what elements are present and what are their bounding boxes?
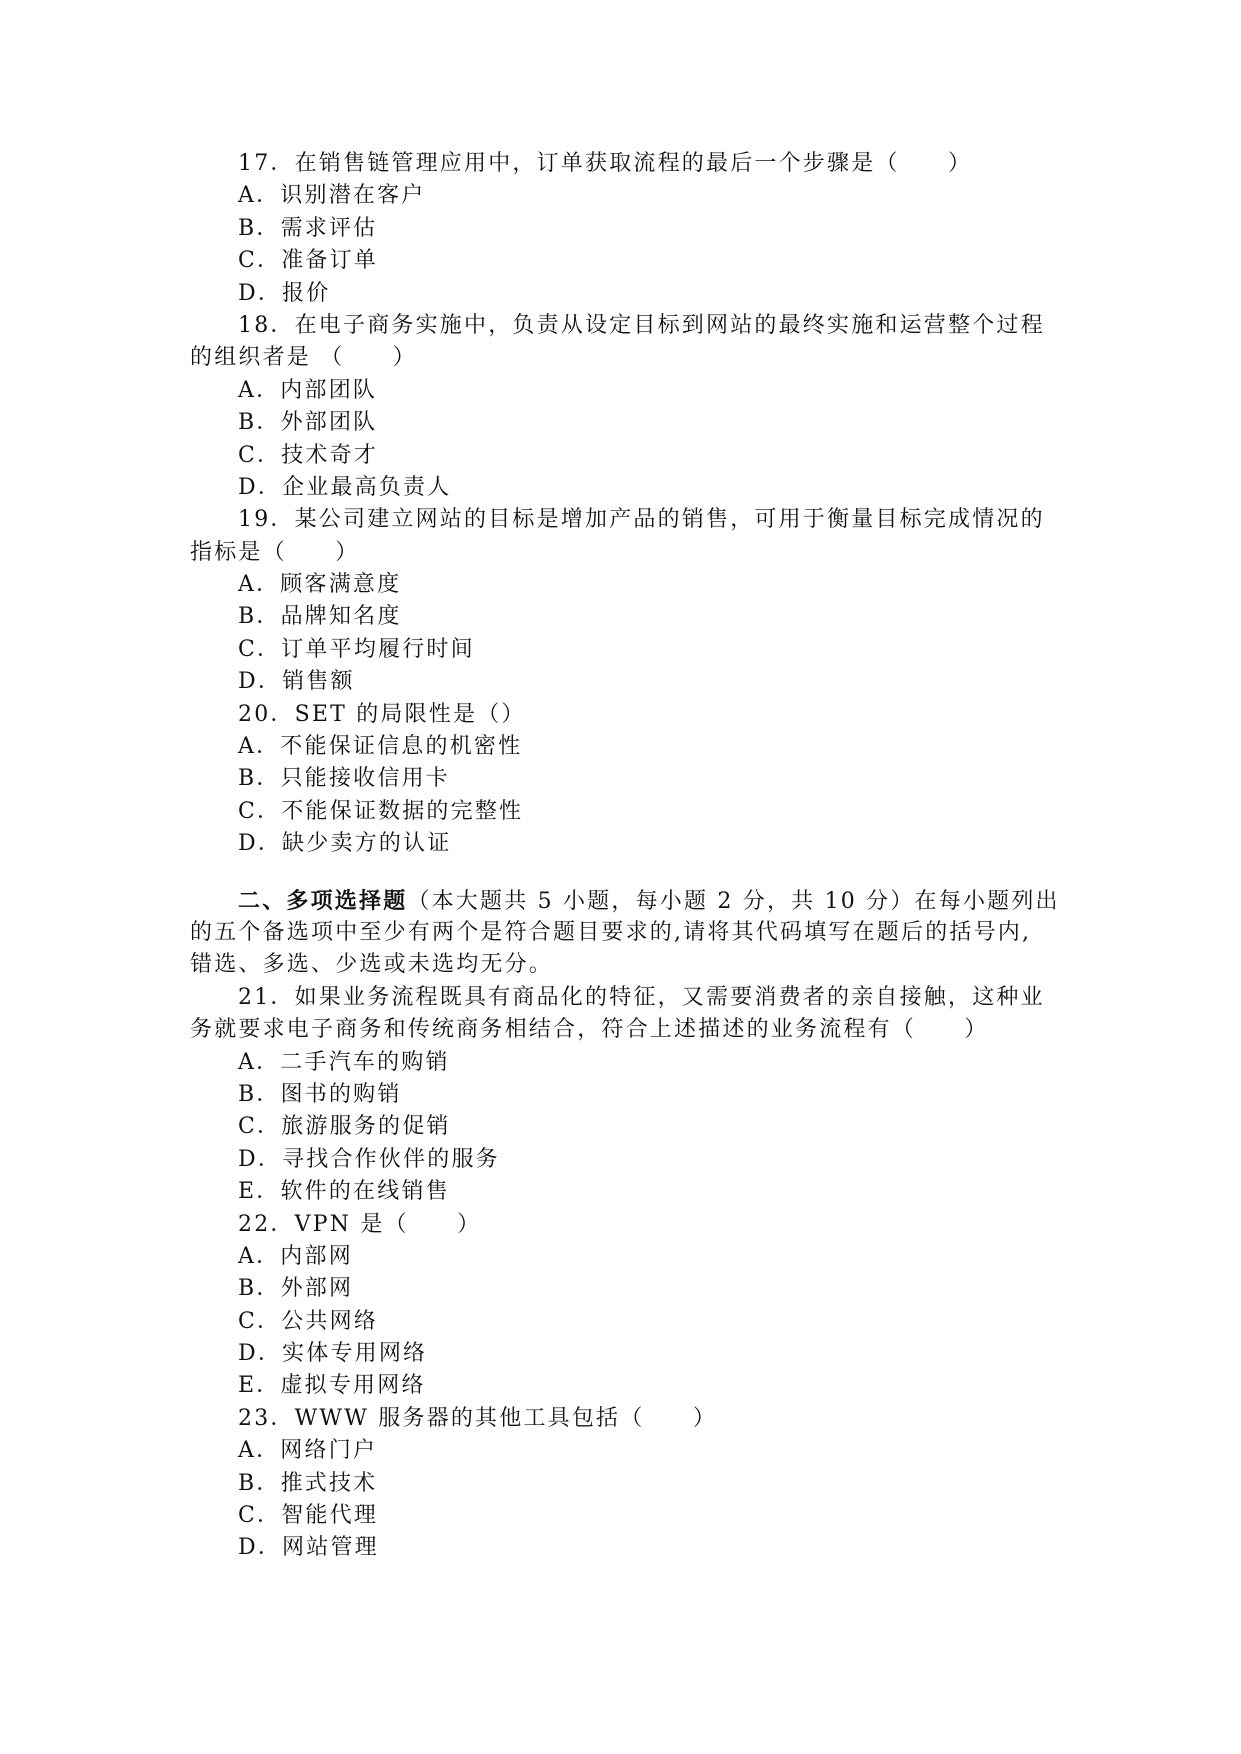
option-e: E．虚拟专用网络 — [238, 1373, 426, 1399]
question-number: 22． — [238, 1211, 295, 1237]
option-d: D．销售额 — [238, 669, 355, 695]
question-number: 20． — [238, 701, 295, 727]
section-spacer — [190, 861, 1060, 885]
option-b: B．推式技术 — [238, 1470, 378, 1496]
question-text: 在销售链管理应用中，订单获取流程的最后一个步骤是（ ） — [294, 151, 973, 176]
question-number: 21． — [238, 984, 295, 1010]
question-23 — [190, 1403, 1060, 1565]
question-text: WWW 服务器的其他工具包括（ ） — [294, 1405, 718, 1431]
question-18 — [190, 310, 1060, 504]
option-d: D．网站管理 — [238, 1535, 379, 1561]
question-number: 18． — [238, 312, 295, 338]
option-a: A．不能保证信息的机密性 — [238, 734, 523, 760]
option-a: A．内部网 — [238, 1243, 353, 1269]
question-text-continued: 务就要求电子商务和传统商务相结合，符合上述描述的业务流程有（ ） — [190, 1017, 989, 1043]
section-title: 二、多项选择题 — [238, 887, 408, 914]
option-d: D．实体专用网络 — [238, 1341, 428, 1367]
question-text-continued: 的组织者是 （ ） — [190, 345, 417, 371]
option-a: A．网络门户 — [238, 1438, 378, 1464]
option-c: C．不能保证数据的完整性 — [238, 798, 524, 824]
option-b: B．只能接收信用卡 — [238, 766, 450, 792]
question-stem — [190, 982, 1060, 1014]
option-d: D．寻找合作伙伴的服务 — [238, 1146, 500, 1172]
option-d: D．企业最高负责人 — [238, 474, 452, 500]
question-stem — [190, 148, 1060, 180]
question-text: VPN 是（ ） — [294, 1211, 482, 1237]
option-c: C．订单平均履行时间 — [238, 636, 475, 662]
question-22 — [190, 1209, 1060, 1403]
question-stem — [190, 1209, 1060, 1241]
question-20 — [190, 699, 1060, 861]
question-stem — [190, 310, 1060, 342]
section-intro-continued: 错选、多选、少选或未选均无分。 — [190, 952, 554, 978]
exam-content — [190, 148, 1060, 1565]
option-b: B．外部团队 — [238, 410, 378, 436]
question-stem — [190, 1403, 1060, 1435]
option-c: C．公共网络 — [238, 1308, 379, 1334]
option-c: C．旅游服务的促销 — [238, 1114, 451, 1140]
option-b: B．品牌知名度 — [238, 604, 402, 630]
question-text: 在电子商务实施中，负责从设定目标到网站的最终实施和运营整个过程 — [294, 312, 1045, 338]
question-text: 如果业务流程既具有商品化的特征，又需要消费者的亲自接触，这种业 — [294, 984, 1045, 1010]
option-a: A．识别潜在客户 — [238, 183, 426, 209]
question-stem — [190, 504, 1060, 536]
question-number: 17． — [238, 151, 295, 176]
option-b: B．图书的购销 — [238, 1081, 402, 1107]
question-19 — [190, 504, 1060, 698]
option-d: D．报价 — [238, 280, 331, 306]
option-d: D．缺少卖方的认证 — [238, 831, 452, 857]
option-a: A．二手汽车的购销 — [238, 1049, 450, 1075]
question-stem — [190, 699, 1060, 731]
option-a: A．内部团队 — [238, 377, 378, 403]
question-17 — [190, 148, 1060, 310]
option-b: B．外部网 — [238, 1276, 354, 1302]
question-text: 某公司建立网站的目标是增加产品的销售，可用于衡量目标完成情况的 — [294, 507, 1045, 533]
section-intro: （本大题共 5 小题，每小题 2 分，共 10 分）在每小题列出 — [407, 888, 1060, 914]
option-a: A．顾客满意度 — [238, 572, 402, 598]
section-intro-continued: 的五个备选项中至少有两个是符合题目要求的,请将其代码填写在题后的括号内, — [190, 919, 1032, 945]
question-21 — [190, 982, 1060, 1209]
section-heading-line — [190, 885, 1060, 917]
question-text-continued: 指标是（ ） — [190, 539, 360, 565]
option-c: C．准备订单 — [238, 248, 379, 274]
question-text: SET 的局限性是（） — [294, 701, 526, 727]
option-b: B．需求评估 — [238, 215, 378, 241]
question-number: 19． — [238, 507, 295, 533]
option-c: C．智能代理 — [238, 1503, 379, 1529]
question-number: 23． — [238, 1405, 295, 1431]
option-e: E．软件的在线销售 — [238, 1179, 450, 1205]
section-two-instructions — [190, 885, 1060, 982]
option-c: C．技术奇才 — [238, 442, 379, 468]
